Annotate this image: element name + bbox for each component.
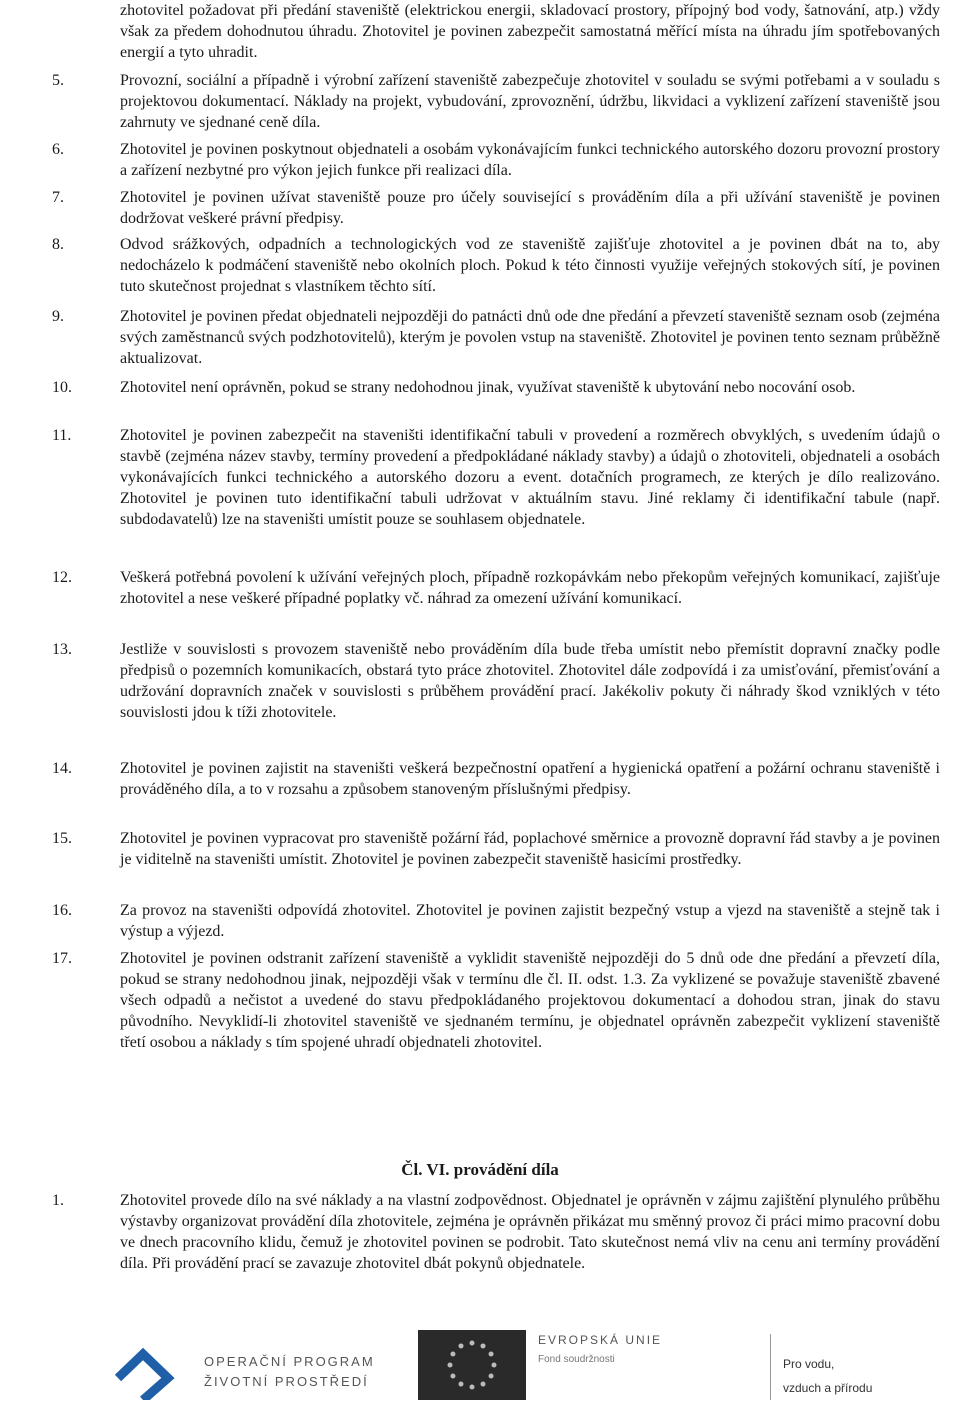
eu-star-icon bbox=[492, 1363, 497, 1368]
section-heading: Čl. VI. provádění díla bbox=[401, 1160, 559, 1179]
item-number: 14. bbox=[52, 760, 72, 777]
item-number: 12. bbox=[52, 569, 72, 586]
list-item bbox=[52, 377, 940, 398]
list-item bbox=[52, 900, 940, 942]
list-item bbox=[52, 1190, 940, 1274]
op-logo-line1: OPERAČNÍ PROGRAM bbox=[204, 1354, 375, 1369]
intro-paragraph: zhotovitel požadovat při předání staveniště (elektrickou energii, skladovací prostory, přípojný bod vody, šatnování, atp.) vždy však za předem dohodnutou úhradu. Zhotovitel je povinen zabezpečit samostatná měřící místa na úhradu jím spotřebovaných energií a tyto uhradit. bbox=[120, 2, 940, 61]
eu-star-icon bbox=[450, 1374, 455, 1379]
item-text: Jestliže v souvislosti s provozem staveniště nebo prováděním díla bude třeba umístit nebo přemístit dopravní značky podle předpisů o pozemních komunikacích, obstará tyto práce zhotovitel. Zhotovitel dále zodpovídá i za umisťování, přemisťování a udržování dopravních značek v souvislosti s průběhem provádění prací. Jakékoliv pokuty či náhrady škod vzniklých v této souvislosti jdou k tíži zhotovitele. bbox=[120, 641, 940, 721]
op-logo-shape bbox=[118, 1354, 168, 1400]
eu-star-icon bbox=[489, 1352, 494, 1357]
item-number: 8. bbox=[52, 236, 64, 253]
eu-stars-icon bbox=[418, 1330, 526, 1400]
eu-logo-text bbox=[538, 1330, 662, 1370]
list-item bbox=[52, 828, 940, 870]
list-item bbox=[52, 948, 940, 1053]
item-number: 1. bbox=[52, 1192, 64, 1209]
item-text: Zhotovitel je povinen předat objednateli nejpozději do patnácti dnů ode dne předání a převzetí staveniště seznam osob (zejména svých zaměstnanců svých podzhotovitelů), kterým je povolen vstup na staveniště. Zhotovitel je povinen tento seznam průběžně aktualizovat. bbox=[120, 308, 940, 367]
list-item bbox=[52, 639, 940, 723]
eu-star-icon bbox=[470, 1385, 475, 1390]
eu-flag-icon bbox=[418, 1330, 526, 1400]
item-number: 15. bbox=[52, 830, 72, 847]
item-text: Zhotovitel není oprávněn, pokud se strany nedohodnou jinak, využívat staveniště k ubytování nebo nocování osob. bbox=[120, 379, 856, 396]
eu-star-icon bbox=[448, 1363, 453, 1368]
op-zp-logo-icon bbox=[88, 1330, 198, 1400]
item-number: 7. bbox=[52, 189, 64, 206]
slogan-line2: vzduch a přírodu bbox=[783, 1381, 873, 1395]
eu-line2: Fond soudržnosti bbox=[538, 1354, 615, 1365]
eu-star-icon bbox=[489, 1374, 494, 1379]
item-text: Zhotovitel je povinen vypracovat pro staveniště požární řád, poplachové směrnice a provozně dopravní řád stavby a je povinen je viditelně na staveništi umístit. Zhotovitel je povinen zabezpečit staveniště hasicími prostředky. bbox=[120, 830, 940, 868]
item-text: Za provoz na staveništi odpovídá zhotovitel. Zhotovitel je povinen zajistit bezpečný vstup a vjezd na staveniště a stejně tak i výstup a výjezd. bbox=[120, 902, 940, 940]
eu-star-icon bbox=[459, 1382, 464, 1387]
eu-star-icon bbox=[481, 1382, 486, 1387]
item-number: 16. bbox=[52, 902, 72, 919]
eu-line1: EVROPSKÁ UNIE bbox=[538, 1333, 663, 1347]
item-number: 11. bbox=[52, 427, 72, 444]
logo-footer bbox=[0, 1310, 960, 1400]
slogan bbox=[783, 1352, 872, 1400]
list-item bbox=[52, 306, 940, 369]
list-item bbox=[52, 70, 940, 133]
item-number: 17. bbox=[52, 950, 72, 967]
item-text: Zhotovitel je povinen užívat staveniště pouze pro účely související s prováděním díla a při užívání staveniště je povinen dodržovat veškeré právní předpisy. bbox=[120, 189, 940, 227]
item-text: Odvod srážkových, odpadních a technologických vod ze staveniště zajišťuje zhotovitel a je povinen dbát na to, aby nedocházelo k podmáčení staveniště nebo okolních ploch. Pokud k této činnosti využije veřejných stokových sítí, je povinen tuto skutečnost projednat s vlastníkem těchto sítí. bbox=[120, 236, 940, 295]
item-text: Zhotovitel je povinen odstranit zařízení staveniště a vyklidit staveniště nejpozději do 5 dnů ode dne předání a převzetí díla, pokud se strany nedohodnou jinak, nejpozději však v termínu dle čl. II. odst. 1.3. Za vyklizené se považuje staveniště zbavené všech odpadů a nečistot a uvedené do stavu předpokládaného projektovou dokumentací a dohodou stran, jinak do stavu původního. Nevyklidí-li zhotovitel staveniště ve sjednaném termínu, je objednatel oprávněn zabezpečit vyklizení staveniště třetí osobou a náklady s tím spojené uhradí objednateli zhotovitel. bbox=[120, 950, 940, 1051]
eu-star-icon bbox=[459, 1343, 464, 1348]
item-text: Zhotovitel je povinen zabezpečit na staveništi identifikační tabuli v provedení a rozměrech obvyklých, s uvedením údajů o stavbě (zejména název stavby, termíny provedení a předpokládané náklady stavby) a údajů o zhotoviteli, objednateli a osobách vykonávajících funkci technického a autorského dozoru a event. dotačních programech, ze kterých je dílo realizováno. Zhotovitel je povinen tuto identifikační tabuli udržovat v aktuálním stavu. Jiné reklamy či identifikační tabule (např. subdodavatelů) lze na staveništi umístit pouze se souhlasem objednatele. bbox=[120, 427, 940, 528]
list-item bbox=[52, 425, 940, 530]
op-logo-text bbox=[204, 1352, 375, 1392]
footer-divider bbox=[770, 1334, 771, 1400]
item-number: 10. bbox=[52, 379, 72, 396]
list-item bbox=[52, 187, 940, 229]
eu-star-icon bbox=[481, 1343, 486, 1348]
item-text: Zhotovitel provede dílo na své náklady a na vlastní zodpovědnost. Objednatel je oprávněn v zájmu zajištění plynulého průběhu výstavby organizovat provádění díla zhotovitele, zejména je oprávněn přikázat mu směnný provoz či práci mimo pracovní dobu ve dnech pracovního klidu, čemuž je zhotovitel povinen se podrobit. Tato skutečnost nemá vliv na cenu ani termíny provádění díla. Při provádění prací se zavazuje zhotovitel dbát pokynů objednatele. bbox=[120, 1192, 940, 1272]
item-text: Zhotovitel je povinen zajistit na staveništi veškerá bezpečnostní opatření a hygienická opatření a požární ochranu staveniště i prováděného díla, a to v rozsahu a způsobem stanoveným příslušnými předpisy. bbox=[120, 760, 940, 798]
eu-star-icon bbox=[450, 1352, 455, 1357]
list-item bbox=[52, 139, 940, 181]
item-number: 13. bbox=[52, 641, 72, 658]
item-number: 9. bbox=[52, 308, 64, 325]
item-text: Zhotovitel je povinen poskytnout objednateli a osobám vykonávajícím funkci technického autorského dozoru provozní prostory a zařízení nezbytné pro výkon jejich funkce při realizaci díla. bbox=[120, 141, 940, 179]
list-item bbox=[52, 758, 940, 800]
op-logo-line2: ŽIVOTNÍ PROSTŘEDÍ bbox=[204, 1374, 369, 1389]
eu-star-icon bbox=[470, 1341, 475, 1346]
item-text: Provozní, sociální a případně i výrobní zařízení staveniště zabezpečuje zhotovitel v souladu se svými potřebami a v souladu s projektovou dokumentací. Náklady na projekt, vybudování, zprovoznění, údržbu, likvidaci a vyklizení zařízení staveniště jsou zahrnuty ve sjednané ceně díla. bbox=[120, 72, 940, 131]
list-item bbox=[52, 234, 940, 297]
slogan-line1: Pro vodu, bbox=[783, 1357, 835, 1371]
item-text: Veškerá potřebná povolení k užívání veřejných ploch, případně rozkopávkám nebo překopům veřejných komunikací, zajišťuje zhotovitel a nese veškeré případné poplatky vč. náhrad za omezení užívání komunikací. bbox=[120, 569, 940, 607]
item-number: 5. bbox=[52, 72, 64, 89]
item-number: 6. bbox=[52, 141, 64, 158]
list-item bbox=[52, 567, 940, 609]
